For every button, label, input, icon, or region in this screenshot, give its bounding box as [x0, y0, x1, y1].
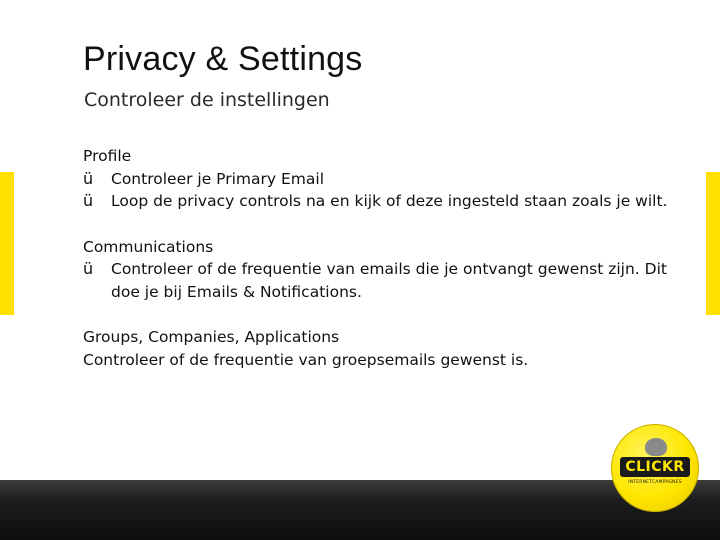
checkmark-icon: ü — [83, 191, 94, 210]
list-item-text: Controleer of de frequentie van emails die je ontvangt gewenst zijn. Dit doe je bij Emails & Notifications. — [111, 260, 667, 301]
logo-wordmark: CLICKR — [620, 457, 690, 477]
slide-title: Privacy & Settings — [83, 40, 363, 78]
section-heading-profile: Profile — [83, 147, 132, 165]
section-heading-groups: Groups, Companies, Applications — [83, 328, 340, 346]
list-item — [83, 190, 683, 213]
list-item — [83, 258, 683, 303]
list-item-text: Controleer je Primary Email — [111, 169, 324, 188]
checkmark-icon: ü — [83, 259, 94, 278]
list-item-text: Loop de privacy controls na en kijk of deze ingesteld staan zoals je wilt. — [111, 192, 668, 210]
groups-text: Controleer of de frequentie van groepsemails gewenst is. — [83, 350, 529, 369]
clickr-logo — [611, 424, 699, 512]
footer-bar — [0, 480, 720, 540]
slide-subtitle: Controleer de instellingen — [84, 89, 330, 111]
slide-content — [83, 145, 683, 371]
mascot-icon — [645, 438, 667, 456]
left-accent-bar — [0, 172, 14, 315]
logo-tagline: INTERNETCAMPAGNES — [628, 480, 682, 485]
list-item — [83, 168, 683, 191]
section-heading-communications: Communications — [83, 237, 214, 256]
checkmark-icon: ü — [83, 168, 94, 188]
right-accent-bar — [706, 172, 720, 315]
